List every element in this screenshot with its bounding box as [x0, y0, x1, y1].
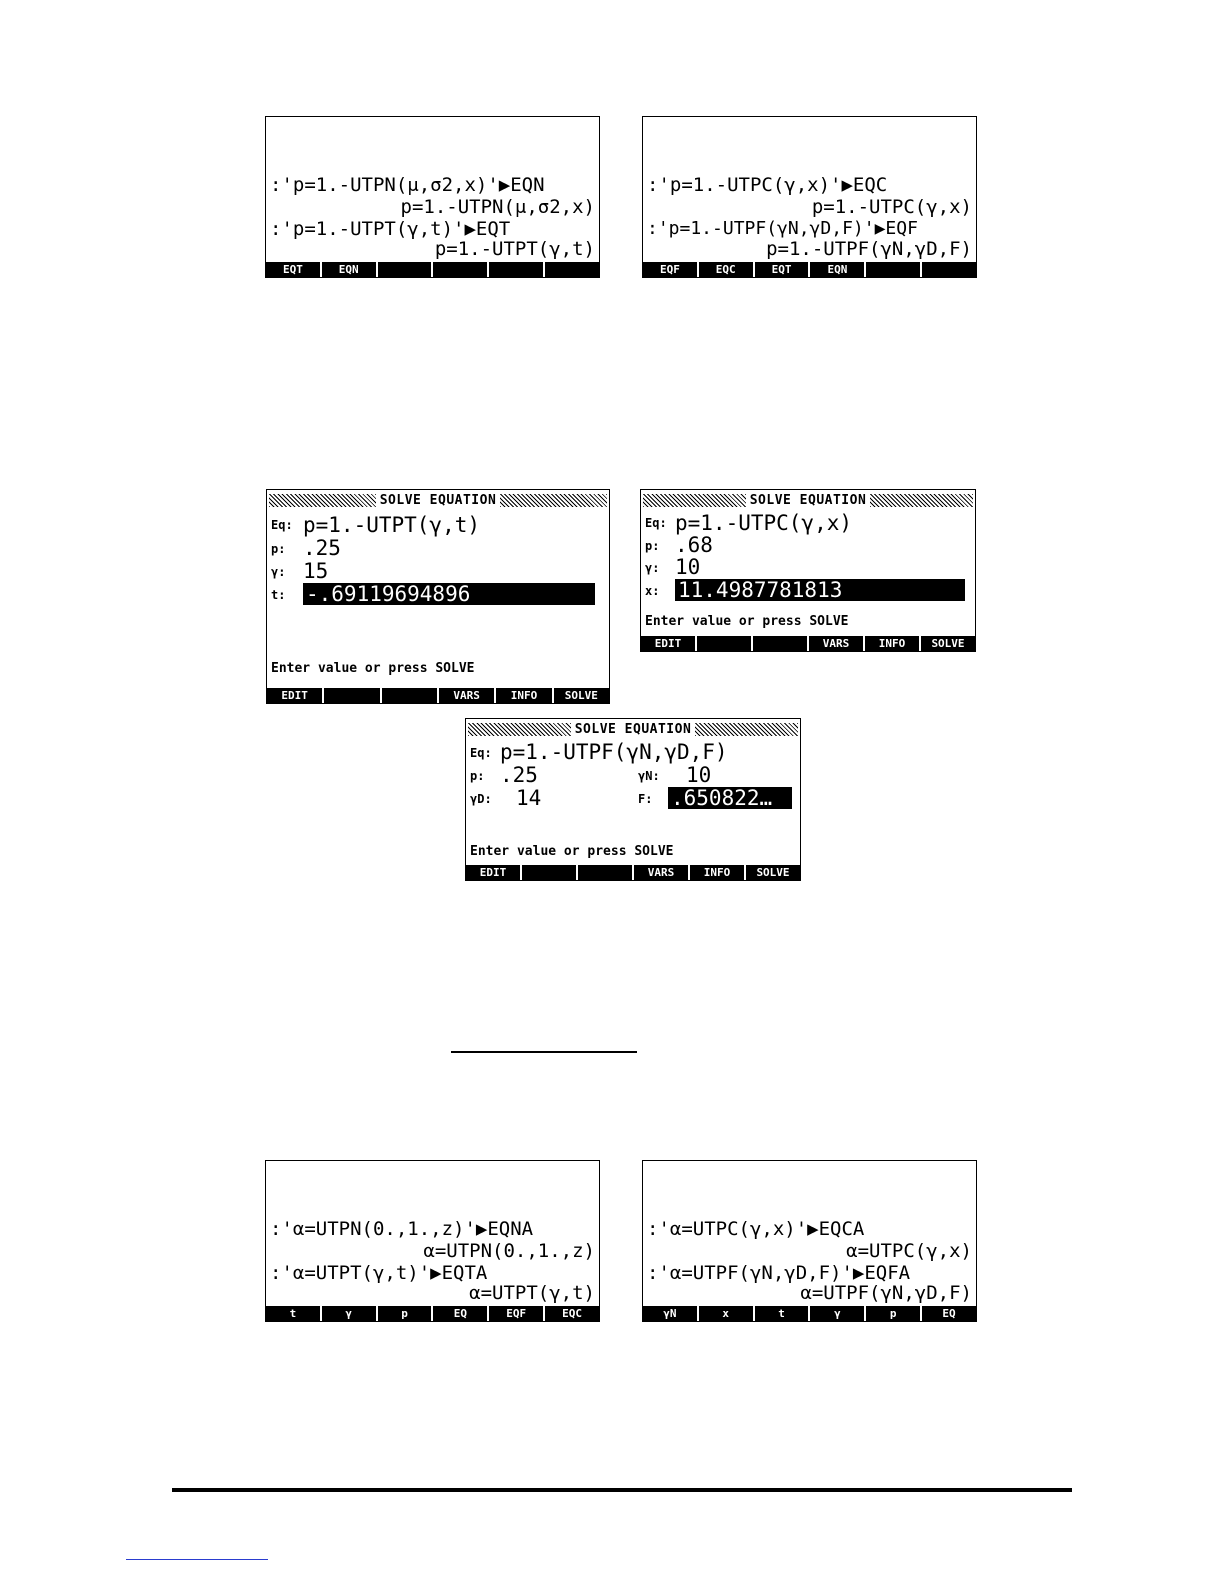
solve-hint: Enter value or press SOLVE	[271, 661, 475, 676]
stack-line-1: :'α=UTPC(γ,x)'▶EQCA	[647, 1218, 865, 1240]
softkey-empty[interactable]	[382, 688, 439, 703]
field-label-gamma-n: γN:	[638, 769, 660, 783]
softkey-eqn[interactable]: EQN	[322, 262, 378, 277]
title-hatch	[695, 723, 798, 736]
stack-line-2: p=1.-UTPN(μ,σ2,x)	[400, 196, 595, 218]
title-hatch	[269, 494, 376, 507]
section-underline	[451, 1051, 637, 1053]
softkey-empty[interactable]	[522, 865, 578, 880]
softkey-empty[interactable]	[433, 262, 489, 277]
softkey-eqf[interactable]: EQF	[643, 262, 699, 277]
title-hatch	[500, 494, 607, 507]
softkey-vars[interactable]: VARS	[809, 636, 865, 651]
softkey-menu	[466, 865, 800, 880]
stack-line-2: p=1.-UTPC(γ,x)	[811, 196, 972, 218]
stack-line-2: α=UTPN(0.,1.,z)	[423, 1240, 595, 1262]
stack-line-3: :'α=UTPF(γN,γD,F)'▶EQFA	[647, 1262, 911, 1284]
softkey-empty[interactable]	[697, 636, 753, 651]
softkey-eqc[interactable]: EQC	[699, 262, 755, 277]
field-label-t: t:	[271, 588, 286, 602]
stack-line-1: :'p=1.-UTPC(γ,x)'▶EQC	[647, 174, 888, 196]
stack-line-4: p=1.-UTPF(γN,γD,F)	[766, 238, 972, 260]
field-label-gamma: γ:	[645, 561, 660, 575]
calculator-screen-stack-utpn-utpt-alpha	[265, 1160, 600, 1322]
calculator-screen-solve-utpt	[266, 489, 610, 704]
softkey-menu	[267, 688, 609, 703]
softkey-edit[interactable]: EDIT	[466, 865, 522, 880]
softkey-empty[interactable]	[922, 262, 976, 277]
softkey-empty[interactable]	[866, 262, 922, 277]
softkey-solve[interactable]: SOLVE	[931, 637, 965, 650]
softkey-edit[interactable]: EDIT	[641, 636, 697, 651]
softkey-menu	[643, 262, 976, 277]
field-label-f: F:	[638, 792, 653, 806]
solve-title-bar	[269, 492, 607, 509]
softkey-gamma[interactable]: γ	[810, 1306, 866, 1321]
softkey-eqc[interactable]: EQC	[562, 1307, 582, 1320]
title-hatch	[643, 494, 746, 507]
calculator-screen-stack-utpn-utpt	[265, 116, 600, 278]
softkey-eqn[interactable]: EQN	[810, 262, 866, 277]
calculator-screen-stack-utpc-utpf-alpha	[642, 1160, 977, 1322]
footer-rule	[172, 1488, 1072, 1492]
stack-line-3: :'p=1.-UTPF(γN,γD,F)'▶EQF	[647, 218, 918, 239]
softkey-empty[interactable]	[324, 688, 381, 703]
field-value-p[interactable]: .68	[675, 533, 713, 557]
field-label-x: x:	[645, 584, 660, 598]
softkey-eqt[interactable]: EQT	[755, 262, 811, 277]
field-value-gamma[interactable]: 10	[675, 555, 701, 579]
eq-label: Eq:	[271, 518, 293, 532]
stack-line-4: α=UTPF(γN,γD,F)	[800, 1282, 972, 1304]
stack-line-4: α=UTPT(γ,t)	[469, 1282, 595, 1304]
softkey-menu	[641, 636, 975, 651]
softkey-info[interactable]: INFO	[690, 865, 746, 880]
footer-link-underline[interactable]	[126, 1559, 268, 1560]
solve-title-bar	[643, 492, 973, 509]
field-label-gamma-d: γD:	[470, 792, 492, 806]
softkey-vars[interactable]: VARS	[634, 865, 690, 880]
softkey-menu	[266, 1306, 599, 1321]
calculator-screen-solve-utpf	[465, 718, 801, 881]
solve-title-bar	[468, 721, 798, 738]
calculator-screen-solve-utpc	[640, 489, 976, 652]
softkey-info[interactable]: INFO	[865, 636, 921, 651]
stack-line-3: :'α=UTPT(γ,t)'▶EQTA	[270, 1262, 488, 1284]
softkey-p[interactable]: p	[378, 1306, 434, 1321]
stack-line-4: p=1.-UTPT(γ,t)	[434, 238, 595, 260]
field-label-gamma: γ:	[271, 565, 286, 579]
solve-title: SOLVE EQUATION	[749, 493, 867, 508]
stack-line-3: :'p=1.-UTPT(γ,t)'▶EQT	[270, 218, 511, 240]
softkey-empty[interactable]	[578, 865, 634, 880]
stack-line-1: :'α=UTPN(0.,1.,z)'▶EQNA	[270, 1218, 534, 1240]
title-hatch	[468, 723, 571, 736]
field-value-t[interactable]: -.69119694896	[303, 583, 595, 605]
softkey-empty[interactable]	[753, 636, 809, 651]
solve-title: SOLVE EQUATION	[574, 722, 692, 737]
softkey-t[interactable]: t	[266, 1306, 322, 1321]
field-label-p: p:	[271, 542, 286, 556]
eq-field[interactable]: p=1.-UTPF(γN,γD,F)	[500, 740, 728, 764]
field-value-p[interactable]: .25	[500, 763, 538, 787]
softkey-edit[interactable]: EDIT	[267, 688, 324, 703]
softkey-gamma-n[interactable]: γN	[643, 1306, 699, 1321]
solve-hint: Enter value or press SOLVE	[470, 844, 674, 859]
softkey-p[interactable]: p	[866, 1306, 922, 1321]
softkey-empty[interactable]	[378, 262, 434, 277]
softkey-vars[interactable]: VARS	[439, 688, 496, 703]
eq-field[interactable]: p=1.-UTPC(γ,x)	[675, 511, 853, 535]
eq-field[interactable]: p=1.-UTPT(γ,t)	[303, 513, 481, 537]
field-value-gamma-n[interactable]: 10	[686, 763, 712, 787]
title-hatch	[870, 494, 973, 507]
field-value-p[interactable]: .25	[303, 536, 341, 560]
field-value-gamma[interactable]: 15	[303, 559, 329, 583]
field-value-x[interactable]: 11.4987781813	[675, 579, 965, 601]
softkey-info[interactable]: INFO	[496, 688, 553, 703]
softkey-menu	[266, 262, 599, 277]
softkey-eq[interactable]: EQ	[433, 1306, 489, 1321]
softkey-x[interactable]: x	[699, 1306, 755, 1321]
softkey-empty[interactable]	[489, 262, 545, 277]
softkey-empty[interactable]	[545, 262, 599, 277]
softkey-solve[interactable]: SOLVE	[564, 689, 598, 702]
field-value-gamma-d[interactable]: 14	[516, 786, 542, 810]
softkey-gamma[interactable]: γ	[322, 1306, 378, 1321]
softkey-menu	[643, 1306, 976, 1321]
eq-label: Eq:	[470, 746, 492, 760]
stack-line-1: :'p=1.-UTPN(μ,σ2,x)'▶EQN	[270, 174, 545, 196]
softkey-eqf[interactable]: EQF	[489, 1306, 545, 1321]
calculator-screen-stack-utpc-utpf	[642, 116, 977, 278]
softkey-solve[interactable]: SOLVE	[756, 866, 790, 879]
solve-hint: Enter value or press SOLVE	[645, 614, 849, 629]
eq-label: Eq:	[645, 516, 667, 530]
field-label-p: p:	[470, 769, 485, 783]
stack-line-2: α=UTPC(γ,x)	[846, 1240, 972, 1262]
field-label-p: p:	[645, 539, 660, 553]
softkey-eq[interactable]: EQ	[942, 1307, 956, 1320]
field-value-f[interactable]: .650822…	[668, 787, 792, 809]
solve-title: SOLVE EQUATION	[379, 493, 497, 508]
softkey-t[interactable]: t	[755, 1306, 811, 1321]
softkey-eqt[interactable]: EQT	[266, 262, 322, 277]
